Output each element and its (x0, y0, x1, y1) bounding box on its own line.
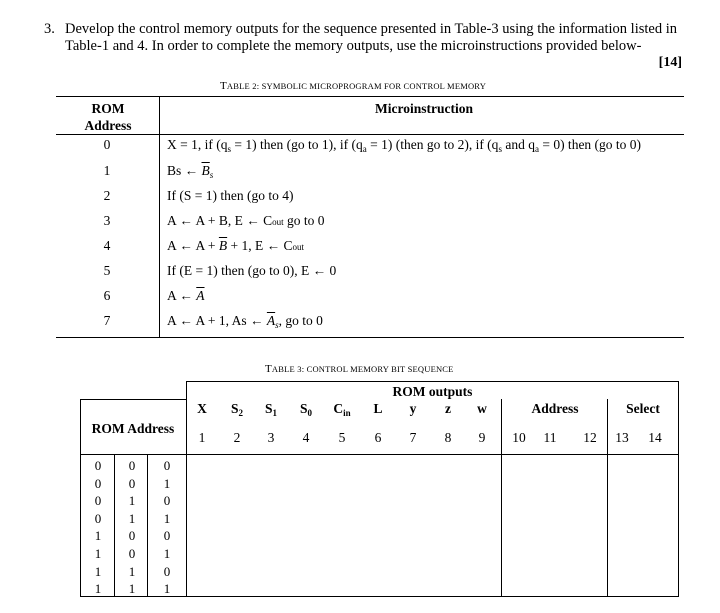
address-bit-cell: 0 (128, 458, 136, 473)
address-bit-cell: 1 (94, 581, 102, 597)
table2-row-instruction: A ← $A + \overline{B} + 1$, E ← Cout (167, 238, 305, 253)
table3-select-label: Select (626, 401, 660, 416)
address-bit-cell: 0 (163, 458, 171, 473)
bit-label: $S_2$ (230, 401, 243, 418)
table2-row-address: 6 (103, 288, 111, 303)
bit-number: 3 (267, 430, 275, 445)
address-bit-cell: 0 (128, 475, 136, 491)
address-bit-cell: 1 (94, 563, 102, 579)
table2-row-address: 7 (103, 313, 111, 328)
bit-number: 2 (233, 430, 241, 445)
table3-rom-address: ROM Address (91, 421, 175, 436)
address-bit-cell: 1 (94, 528, 102, 544)
table2-bottom-rule (56, 337, 684, 338)
table2-row-address: 1 (103, 163, 111, 178)
table2-caption: TABLE 2: SYMBOLIC MICROPROGRAM FOR CONTROL MEMORY (220, 80, 487, 92)
bit-number: 9 (478, 430, 486, 445)
table2-row-address: 4 (103, 238, 111, 253)
bit-number: 4 (302, 430, 310, 445)
table2-row-instruction: If (S = 1) then (go to 4) (167, 188, 294, 203)
address-bit-cell: 0 (128, 546, 136, 561)
address-bit-cell: 1 (163, 475, 171, 491)
address-bit-cell: 0 (163, 528, 171, 544)
bit-number: 8 (444, 430, 452, 445)
address-bit-cell: 1 (128, 510, 136, 526)
address-bit-cell: 0 (94, 510, 102, 526)
bit-number: 5 (338, 430, 346, 445)
table2-col-microinstruction: Microinstruction (375, 101, 473, 116)
address-bit-cell: 0 (163, 493, 171, 509)
table2-row-instruction: If (E = 1) then (go to 0), E ← 0 (167, 263, 337, 278)
table3-right-border (678, 381, 679, 596)
address-bit-cell: 0 (94, 458, 102, 473)
table2-row-instruction: A ← A + B, E ← Cout go to 0 (167, 213, 325, 228)
address-bit-cell: 1 (128, 581, 136, 597)
address-bit-cell: 1 (128, 563, 136, 579)
table2-row-instruction: Bs ← $\overline{B}_s$ (167, 163, 214, 180)
address-bit-cell: 1 (163, 546, 171, 561)
table3-address-label: Address (531, 401, 579, 416)
table2-row-instruction: A ← A + 1, As ← $\overline{A}_s$, go to 0 (167, 313, 323, 330)
address-bit-divider (147, 455, 148, 596)
bit-number: 11 (543, 430, 557, 445)
address-bit-cell: 1 (94, 546, 102, 561)
bit-label: y (409, 401, 417, 416)
address-bit-cell: 0 (94, 475, 102, 491)
bit-number: 12 (583, 430, 597, 445)
address-bit-cell: 0 (128, 528, 136, 544)
bit-label: z (445, 401, 451, 416)
bit-label: w (477, 401, 487, 416)
question-marks: [14] (658, 55, 682, 70)
bit-number: 10 (512, 430, 526, 445)
table2-row-address: 0 (103, 137, 111, 152)
bit-number: 7 (409, 430, 417, 445)
table3-top-rule (186, 381, 679, 382)
bit-label: X (197, 401, 207, 416)
table2-col-address: Address (84, 118, 132, 133)
bit-number: 6 (374, 430, 382, 445)
table2-row-instruction: X = 1, if $(q_s = 1)$ then (go to 1), if $(q_a = 1)$ (then go to 2), if ($q_s$ and $q_a = 0$) then (go to 0) (167, 137, 642, 154)
table3-left-border (80, 399, 81, 596)
address-bit-cell: 1 (128, 493, 136, 509)
bit-label: $S_1$ (264, 401, 277, 418)
bit-number: 1 (198, 430, 206, 445)
table3-rom-outputs: ROM outputs (392, 384, 473, 399)
table2-header-rule (56, 134, 684, 135)
table2-row-address: 2 (103, 188, 111, 203)
question-number: 3. (44, 21, 55, 37)
table3-divider (607, 399, 608, 596)
bit-label: L (373, 401, 383, 416)
address-bit-cell: 0 (94, 493, 102, 509)
table2-column-divider (159, 96, 160, 337)
address-bit-cell: 1 (163, 510, 171, 526)
bit-number: 14 (648, 430, 662, 445)
table3-divider (501, 399, 502, 596)
table3-divider (186, 381, 187, 596)
table3-addr-top-rule (80, 399, 186, 400)
table3-caption: TABLE 3: CONTROL MEMORY BIT SEQUENCE (265, 363, 454, 375)
table2-top-rule (56, 96, 684, 97)
bit-number: 13 (615, 430, 629, 445)
question-text: Develop the control memory outputs for the sequence presented in Table-3 using the information listed in Table-1 and 4. In order to complete the memory outputs, use the microinstructions provided below- (65, 21, 677, 54)
table3-header-rule (80, 454, 679, 455)
table2-col-rom: ROM (91, 101, 125, 116)
address-bit-cell: 0 (163, 563, 171, 579)
address-bit-cell: 1 (163, 581, 171, 597)
bit-label: $S_0$ (299, 401, 312, 418)
bit-label: $C_{in}$ (333, 401, 351, 418)
address-bit-divider (114, 455, 115, 596)
table2-row-address: 3 (103, 213, 111, 228)
table2-row-address: 5 (103, 263, 111, 278)
table2-row-instruction: A ← $\overline{A}$ (167, 288, 205, 303)
